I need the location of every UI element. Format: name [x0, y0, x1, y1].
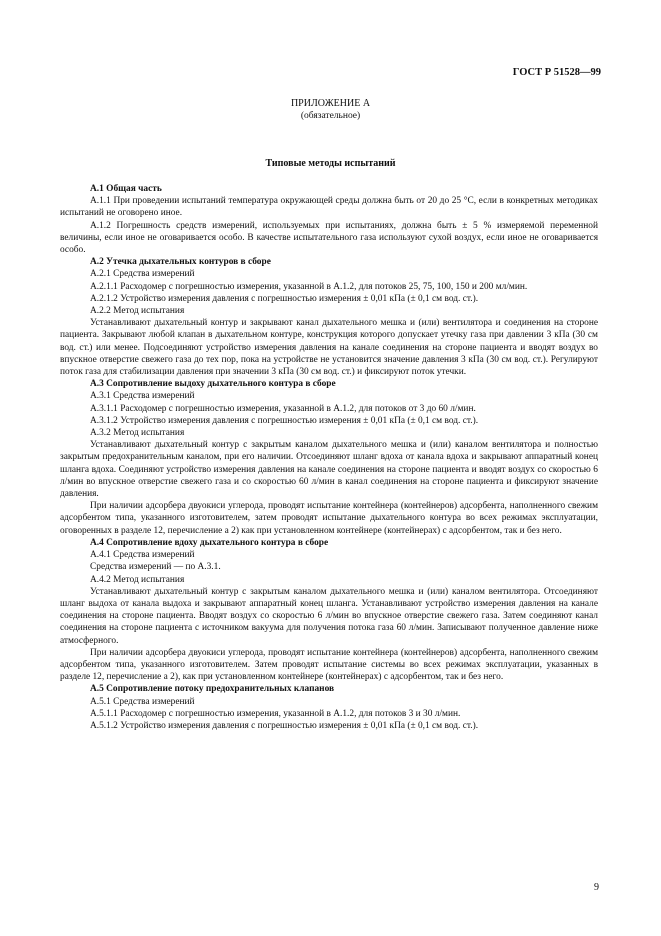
document-body	[60, 183, 598, 732]
section-heading: А.3 Сопротивление выдоху дыхательного контура в сборе	[90, 379, 336, 390]
paragraph: А.3.1.2 Устройство измерения давления с погрешностью измерения ± 0,01 кПа (± 0,1 см вод. ст.).	[90, 415, 479, 426]
paragraph: А.3.1 Средства измерений	[90, 391, 195, 402]
appendix-heading	[0, 98, 661, 122]
paragraph: Устанавливают дыхательный контур и закрывают канал дыхательного мешка и (или) вентилятора и соединения на стороне пациента. Закрывают любой клапан в дыхательном контуре, конструкция которого допускает утечку газа при давлении 3 кПа (30 см вод. ст.) или менее. Подсоединяют устройство измерения давления на канале соединения на стороне пациента и вводят воздух во впускное отверстие свежего газа до тех пор, пока на устройстве не установится значение давления 3 кПа (30 см вод. ст.). Регулируют поток газа для стабилизации давления при значении 3 кПа (30 см вод. ст.) и фиксируют поток утечки.	[60, 318, 598, 378]
paragraph: А.1.2 Погрешность средств измерений, используемых при испытаниях, должна быть ± 5 % измеряемой переменной величины, если иное не оговаривается особо. В качестве испытательного газа используют сухой воздух, если иное не оговаривается особо.	[60, 220, 598, 256]
paragraph: А.3.2 Метод испытания	[90, 428, 185, 439]
appendix-title: ПРИЛОЖЕНИЕ А	[290, 98, 371, 109]
paragraph: А.3.1.1 Расходомер с погрешностью измерения, указанной в А.1.2, для потоков от 3 до 60 л/мин.	[90, 403, 476, 414]
paragraph: А.1.1 При проведении испытаний температура окружающей среды должна быть от 20 до 25 °С, если в конкретных методиках испытаний не оговорено иное.	[60, 196, 598, 219]
document-code: ГОСТ Р 51528—99	[512, 67, 601, 78]
paragraph: А.2.1.1 Расходомер с погрешностью измерения, указанной в А.1.2, для потоков 25, 75, 100, 150 и 200 мл/мин.	[90, 281, 528, 292]
section-heading: А.2 Утечка дыхательных контуров в сборе	[90, 257, 271, 268]
paragraph: А.5.1.1 Расходомер с погрешностью измерения, указанной в А.1.2, для потоков 3 и 30 л/мин.	[90, 708, 461, 719]
paragraph: При наличии адсорбера двуокиси углерода, проводят испытание контейнера (контейнеров) адсорбента, наполненного свежим адсорбентом типа, указанного изготовителем. Затем проводят испытание системы во всех режимах эксплуатации, указанных в разделе 12, перечисление а 2), как при установленном контейнере (контейнерах) с адсорбентом, так и без него.	[60, 647, 598, 683]
appendix-subtitle: (обязательное)	[300, 111, 361, 121]
paragraph: А.2.1 Средства измерений	[90, 269, 195, 280]
paragraph: При наличии адсорбера двуокиси углерода, проводят испытание контейнера (контейнеров) адсорбента, наполненного свежим адсорбентом типа, указанного изготовителем, затем проводят испытание дыхательного контура во всех режимах эксплуатации, оговоренных в разделе 12, перечисление а 2) как при установленном контейнере (контейнерах) с адсорбентом, так и без него.	[60, 501, 598, 536]
paragraph: Устанавливают дыхательный контур с закрытым каналом дыхательного мешка и (или) каналом вентилятора и полностью закрытым предохранительным каналом, при его наличии. Отсоединяют шланг вдоха от канала вдоха и закрывают аппаратный конец шланга вдоха. Соединяют устройство измерения давления на канале соединения на стороне пациента и вводят воздух со скоростью 6 л/мин во впускное отверстие свежего газа и со скоростью 60 л/мин в канал соединения на стороне пациента и фиксируют значение давления.	[60, 440, 598, 500]
paragraph: А.4.1 Средства измерений	[90, 550, 195, 561]
section-heading: А.4 Сопротивление вдоху дыхательного контура в сборе	[90, 537, 329, 548]
paragraph: А.5.1 Средства измерений	[90, 696, 195, 707]
paragraph: А.4.2 Метод испытания	[90, 574, 185, 585]
paragraph: Средства измерений — по А.3.1.	[90, 562, 221, 573]
page-number: 9	[594, 882, 599, 893]
section-heading: А.5 Сопротивление потоку предохранительных клапанов	[90, 684, 335, 695]
section-heading: А.1 Общая часть	[90, 184, 162, 194]
paragraph: Устанавливают дыхательный контур с закрытым каналом дыхательного мешка и (или) каналом вентилятора. Отсоединяют шланг выдоха от канала выдоха и закрывают аппаратный конец шланга. Устанавливают устройство измерения давления на канале соединения на стороне пациента. Вводят воздух со скоростью 6 л/мин во впускное отверстие свежего газа. Затем соединяют канал соединения на стороне пациента с источником вакуума для получения потока газа 60 л/мин. Записывают полученное давление ниже атмосферного.	[60, 586, 598, 646]
paragraph: А.5.1.2 Устройство измерения давления с погрешностью измерения ± 0,01 кПа (± 0,1 см вод. ст.).	[90, 720, 479, 731]
paragraph: А.2.2 Метод испытания	[90, 306, 185, 317]
section-title: Типовые методы испытаний	[265, 158, 396, 169]
paragraph: А.2.1.2 Устройство измерения давления с погрешностью измерения ± 0,01 кПа (± 0,1 см вод. ст.).	[90, 293, 479, 304]
